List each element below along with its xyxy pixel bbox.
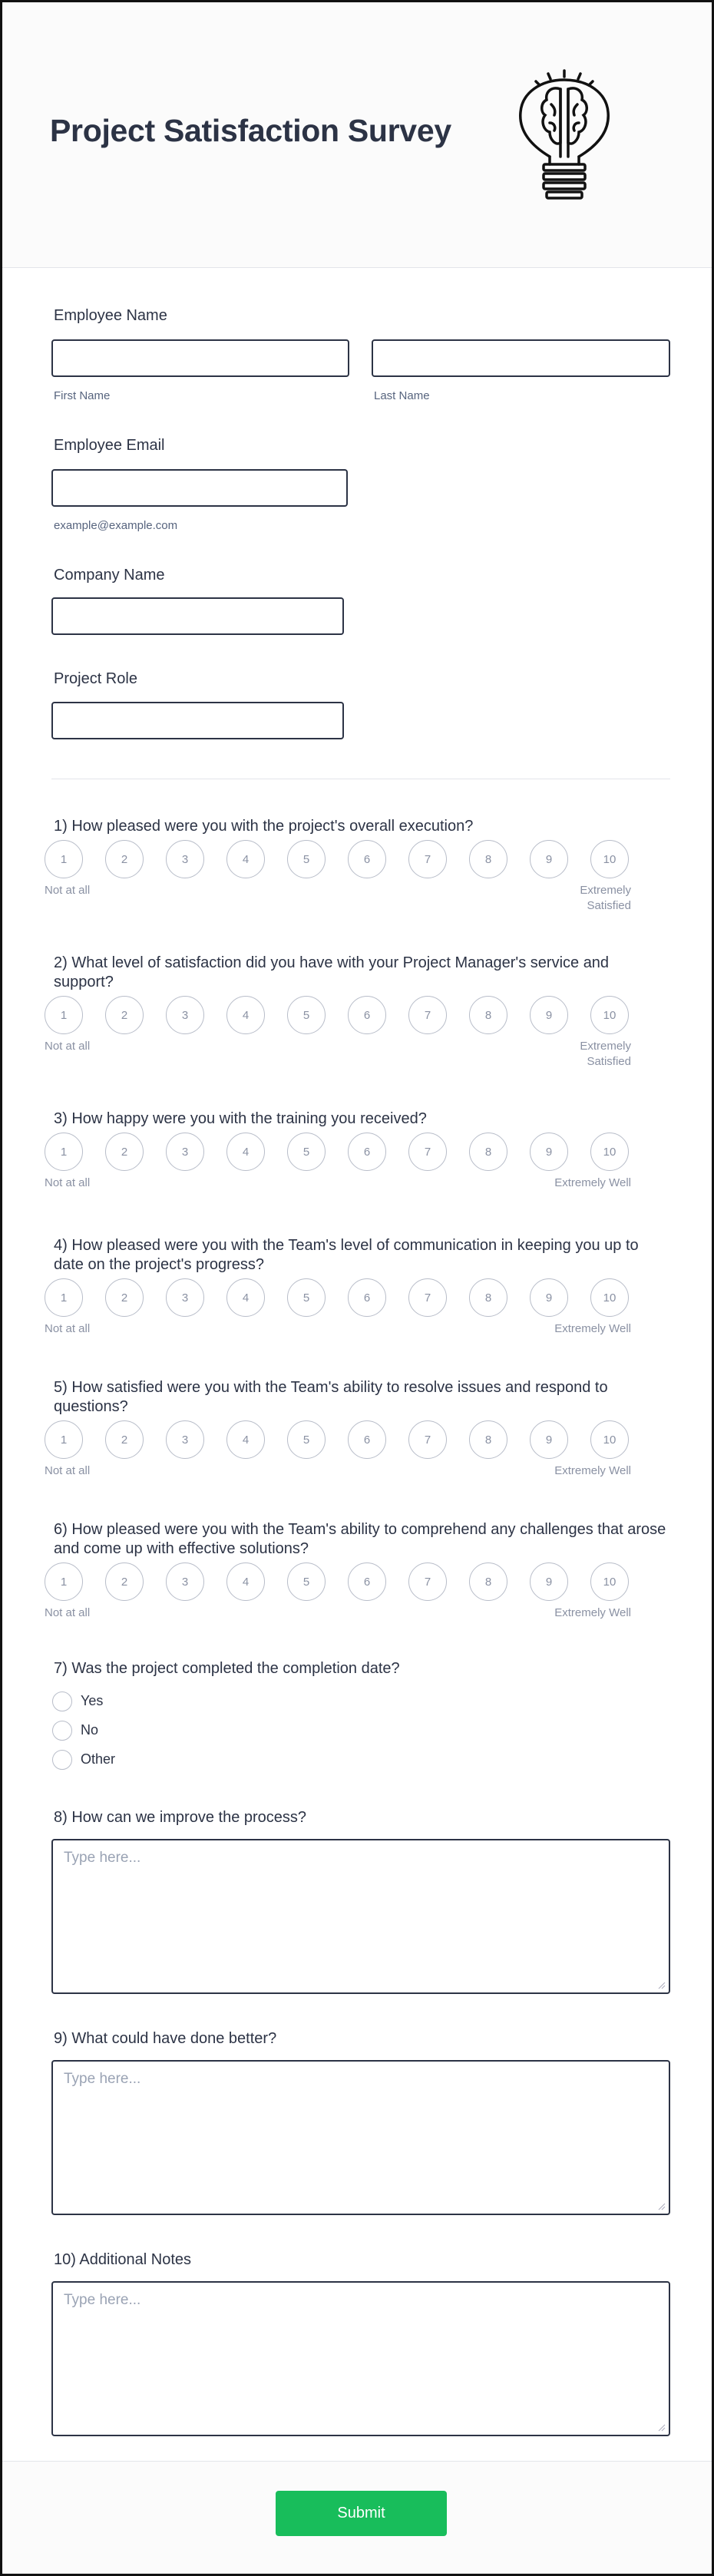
scale-high-label: Satisfied	[587, 899, 631, 912]
rating-1-option[interactable]: 1	[45, 840, 83, 878]
question-5-label: 5) How satisfied were you with the Team's ability to resolve issues and respond to questions?	[54, 1379, 608, 1415]
scale-high-label: Extremely Well	[554, 1464, 631, 1477]
rating-3-option[interactable]: 9	[530, 1133, 568, 1171]
scale-low-label: Not at all	[45, 1322, 91, 1335]
rating-6-option[interactable]: 3	[166, 1562, 204, 1601]
question-2-label: 2) What level of satisfaction did you have with your Project Manager's service and support?	[54, 954, 610, 990]
rating-1-option[interactable]: 4	[226, 840, 265, 878]
resize-handle-icon[interactable]	[658, 2424, 666, 2432]
rating-6-option[interactable]: 5	[287, 1562, 326, 1601]
scale-low-label: Not at all	[45, 1040, 91, 1053]
scale-high-label: Extremely Well	[554, 1176, 631, 1189]
rating-6-option[interactable]: 1	[45, 1562, 83, 1601]
rating-3-option[interactable]: 7	[408, 1133, 447, 1171]
radio-other[interactable]	[52, 1750, 72, 1770]
rating-2-option[interactable]: 8	[469, 996, 507, 1034]
first-name-input[interactable]	[51, 339, 349, 377]
rating-2-option[interactable]: 2	[105, 996, 144, 1034]
rating-2-option[interactable]: 1	[45, 996, 83, 1034]
rating-3-option[interactable]: 2	[105, 1133, 144, 1171]
rating-4-option[interactable]: 3	[166, 1278, 204, 1317]
rating-2-option[interactable]: 6	[348, 996, 386, 1034]
rating-1-option[interactable]: 7	[408, 840, 447, 878]
rating-3-option[interactable]: 5	[287, 1133, 326, 1171]
scale-high-label: Extremely	[580, 884, 631, 897]
question-1-label: 1) How pleased were you with the project's overall execution?	[54, 818, 474, 835]
resize-handle-icon[interactable]	[658, 1982, 666, 1989]
rating-5-option[interactable]: 4	[226, 1420, 265, 1459]
resize-handle-icon[interactable]	[658, 2203, 666, 2211]
question-4-label: 4) How pleased were you with the Team's level of communication in keeping you up to date on the project's progress?	[54, 1237, 639, 1273]
textarea-placeholder: Type here...	[64, 2292, 141, 2308]
rating-6-option[interactable]: 10	[590, 1562, 629, 1601]
rating-3-option[interactable]: 1	[45, 1133, 83, 1171]
question-7-label: 7) Was the project completed the completion date?	[54, 1660, 400, 1677]
rating-6-option[interactable]: 9	[530, 1562, 568, 1601]
company-name-input[interactable]	[51, 597, 344, 635]
rating-2-option[interactable]: 5	[287, 996, 326, 1034]
rating-5-option[interactable]: 9	[530, 1420, 568, 1459]
rating-3-option[interactable]: 8	[469, 1133, 507, 1171]
project-role-input[interactable]	[51, 702, 344, 739]
rating-3-option[interactable]: 3	[166, 1133, 204, 1171]
rating-4-option[interactable]: 4	[226, 1278, 265, 1317]
employee-email-sublabel: example@example.com	[54, 519, 178, 532]
employee-email-label: Employee Email	[54, 437, 165, 454]
radio-yes-label: Yes	[81, 1693, 104, 1708]
rating-4-option[interactable]: 7	[408, 1278, 447, 1317]
brain-lightbulb-icon	[511, 66, 617, 204]
additional-notes-textarea[interactable]	[51, 2281, 670, 2436]
radio-no-label: No	[81, 1722, 99, 1738]
project-role-label: Project Role	[54, 670, 137, 687]
employee-name-label: Employee Name	[54, 307, 167, 324]
rating-4-option[interactable]: 5	[287, 1278, 326, 1317]
submit-button[interactable]: Submit	[276, 2491, 447, 2536]
improve-process-textarea[interactable]	[51, 1839, 670, 1994]
rating-4-option[interactable]: 2	[105, 1278, 144, 1317]
radio-yes[interactable]	[52, 1691, 72, 1711]
scale-low-label: Not at all	[45, 1176, 91, 1189]
rating-1-option[interactable]: 10	[590, 840, 629, 878]
last-name-sublabel: Last Name	[374, 389, 430, 402]
first-name-sublabel: First Name	[54, 389, 111, 402]
scale-high-label: Extremely Well	[554, 1322, 631, 1335]
question-3-label: 3) How happy were you with the training you received?	[54, 1110, 427, 1127]
scale-high-label: Extremely	[580, 1040, 631, 1053]
rating-4-option[interactable]: 8	[469, 1278, 507, 1317]
rating-2-option[interactable]: 7	[408, 996, 447, 1034]
rating-6-option[interactable]: 4	[226, 1562, 265, 1601]
rating-5-option[interactable]: 8	[469, 1420, 507, 1459]
question-8-label: 8) How can we improve the process?	[54, 1809, 307, 1826]
question-9-label: 9) What could have done better?	[54, 2030, 277, 2047]
scale-low-label: Not at all	[45, 1464, 91, 1477]
question-6-label: 6) How pleased were you with the Team's ability to comprehend any challenges that arose and come up with effective solutions?	[54, 1521, 666, 1557]
rating-5-option[interactable]: 3	[166, 1420, 204, 1459]
rating-5-option[interactable]: 10	[590, 1420, 629, 1459]
employee-email-input[interactable]	[51, 469, 348, 507]
rating-6-option[interactable]: 6	[348, 1562, 386, 1601]
rating-5-option[interactable]: 2	[105, 1420, 144, 1459]
rating-2-option[interactable]: 3	[166, 996, 204, 1034]
rating-5-option[interactable]: 6	[348, 1420, 386, 1459]
question-10-label: 10) Additional Notes	[54, 2251, 192, 2268]
rating-2-option[interactable]: 10	[590, 996, 629, 1034]
rating-4-option[interactable]: 6	[348, 1278, 386, 1317]
rating-1-option[interactable]: 5	[287, 840, 326, 878]
rating-6-option[interactable]: 8	[469, 1562, 507, 1601]
rating-2-option[interactable]: 4	[226, 996, 265, 1034]
page-title: Project Satisfaction Survey	[50, 113, 451, 148]
rating-6-option[interactable]: 2	[105, 1562, 144, 1601]
rating-1-option[interactable]: 2	[105, 840, 144, 878]
scale-high-label: Satisfied	[587, 1055, 631, 1068]
rating-5-option[interactable]: 5	[287, 1420, 326, 1459]
textarea-placeholder: Type here...	[64, 2071, 141, 2087]
rating-2-option[interactable]: 9	[530, 996, 568, 1034]
rating-1-option[interactable]: 6	[348, 840, 386, 878]
done-better-textarea[interactable]	[51, 2060, 670, 2215]
rating-1-option[interactable]: 8	[469, 840, 507, 878]
last-name-input[interactable]	[372, 339, 670, 377]
scale-high-label: Extremely Well	[554, 1606, 631, 1619]
rating-4-option[interactable]: 1	[45, 1278, 83, 1317]
rating-3-option[interactable]: 4	[226, 1133, 265, 1171]
rating-1-option[interactable]: 3	[166, 840, 204, 878]
scale-low-label: Not at all	[45, 1606, 91, 1619]
rating-4-option[interactable]: 10	[590, 1278, 629, 1317]
rating-5-option[interactable]: 1	[45, 1420, 83, 1459]
rating-5-option[interactable]: 7	[408, 1420, 447, 1459]
rating-4-option[interactable]: 9	[530, 1278, 568, 1317]
rating-1-option[interactable]: 9	[530, 840, 568, 878]
rating-6-option[interactable]: 7	[408, 1562, 447, 1601]
textarea-placeholder: Type here...	[64, 1850, 141, 1866]
scale-low-label: Not at all	[45, 884, 91, 897]
radio-no[interactable]	[52, 1721, 72, 1741]
rating-3-option[interactable]: 10	[590, 1133, 629, 1171]
rating-3-option[interactable]: 6	[348, 1133, 386, 1171]
company-name-label: Company Name	[54, 567, 165, 584]
radio-other-label: Other	[81, 1751, 116, 1767]
